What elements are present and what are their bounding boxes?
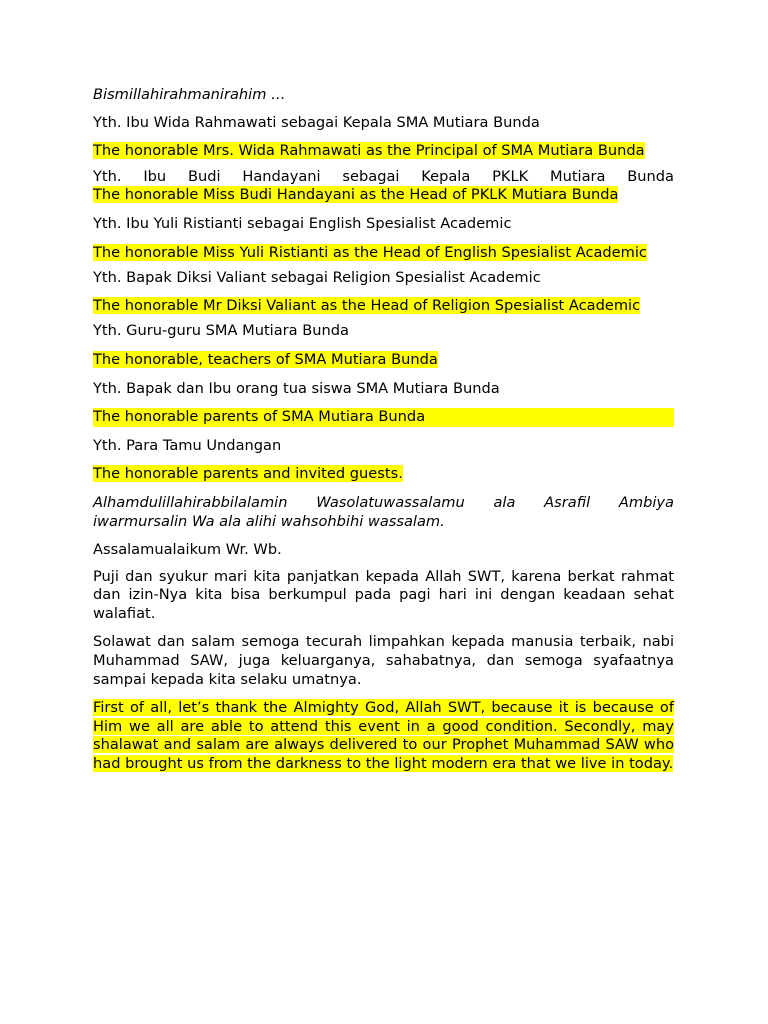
salutation-guests-en xyxy=(93,465,674,484)
salutation-guests-id: Yth. Para Tamu Undangan xyxy=(93,436,282,454)
highlighted-text: The honorable Miss Yuli Ristianti as the Head of English Spesialist Academic xyxy=(93,243,647,261)
salutation-wida-en xyxy=(93,142,674,161)
salutation-diksi-id: Yth. Bapak Diksi Valiant sebagai Religion Spesialist Academic xyxy=(93,269,541,287)
salutation-yuli-id: Yth. Ibu Yuli Ristianti sebagai English Spesialist Academic xyxy=(93,214,512,232)
salutation-budi-en: The honorable Miss Budi Handayani as the Head of PKLK Mutiara Bunda xyxy=(93,186,619,204)
salutation-budi-id: Yth. Ibu Budi Handayani sebagai Kepala PKLK Mutiara Bunda xyxy=(93,167,674,185)
salutation-parents-id: Yth. Bapak dan Ibu orang tua siswa SMA Mutiara Bunda xyxy=(93,379,500,397)
highlighted-text: The honorable parents and invited guests. xyxy=(93,465,403,483)
salutation-teachers-id: Yth. Guru-guru SMA Mutiara Bunda xyxy=(93,322,349,340)
highlighted-text: First of all, let’s thank the Almighty God, Allah SWT, because it is because of Him we all are able to attend this event in a good condition. Secondly, may shalawat and salam are always delivered to our Prophet Muhammad SAW who had brought us from the darkness to the light modern era that we live in today. xyxy=(93,699,674,773)
arabic-prayer: Alhamdulillahirabbilalamin Wasolatuwassalamu ala Asrafil Ambiya iwarmursalin Wa ala alihi wahsohbihi wassalam. xyxy=(93,493,674,530)
document-body xyxy=(93,86,674,774)
salutation-budi-block xyxy=(93,168,674,205)
paragraph-solawat: Solawat dan salam semoga tecurah limpahkan kepada manusia terbaik, nabi Muhammad SAW, juga keluarganya, sahabatnya, dan semoga syafaatnya sampai kepada kita selaku umatnya. xyxy=(93,633,674,688)
salutation-parents-en: The honorable parents of SMA Mutiara Bunda xyxy=(93,408,674,427)
salutation-wida-id: Yth. Ibu Wida Rahmawati sebagai Kepala SMA Mutiara Bunda xyxy=(93,113,540,131)
greeting: Assalamualaikum Wr. Wb. xyxy=(93,541,282,559)
highlighted-text: The honorable, teachers of SMA Mutiara Bunda xyxy=(93,350,438,368)
paragraph-english xyxy=(93,699,674,773)
salutation-teachers-en xyxy=(93,351,674,370)
salutation-diksi-en xyxy=(93,297,674,316)
salutation-yuli-en xyxy=(93,244,674,263)
highlighted-text: The honorable Mrs. Wida Rahmawati as the Principal of SMA Mutiara Bunda xyxy=(93,142,645,160)
highlighted-text: The honorable Mr Diksi Valiant as the Head of Religion Spesialist Academic xyxy=(93,296,641,314)
paragraph-puji: Puji dan syukur mari kita panjatkan kepada Allah SWT, karena berkat rahmat dan izin-Nya kita bisa berkumpul pada pagi hari ini dengan keadaan sehat walafiat. xyxy=(93,567,674,622)
opening-line: Bismillahirahmanirahim … xyxy=(93,86,286,103)
